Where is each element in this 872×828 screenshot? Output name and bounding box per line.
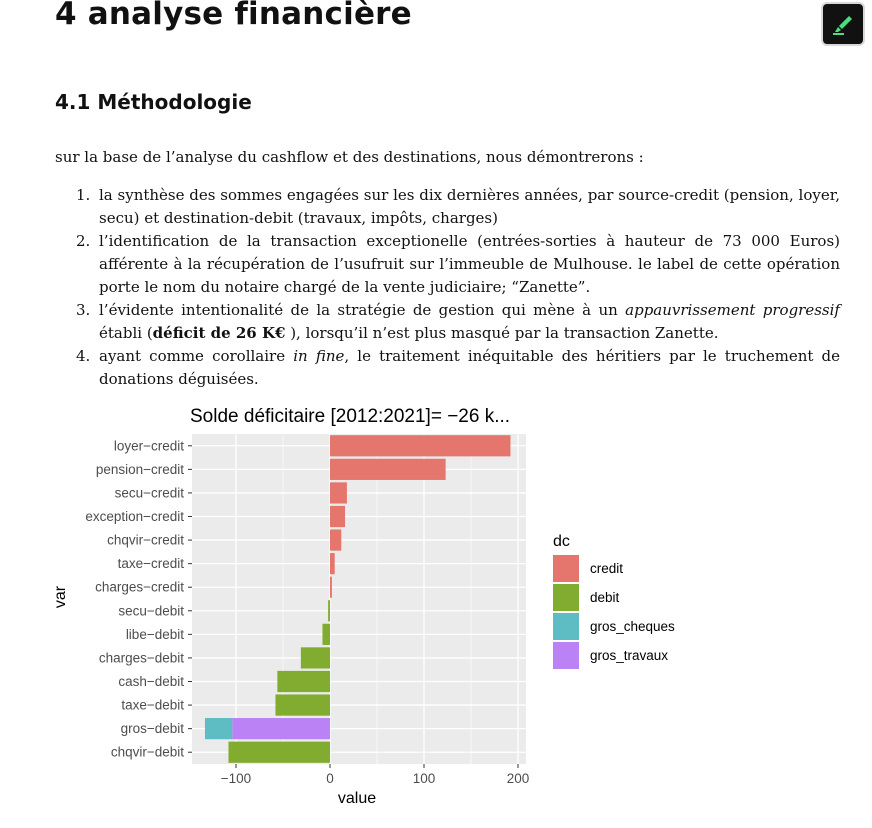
- list-text: l’évidente intentionalité de la stratégie de gestion qui mène à un: [99, 301, 626, 319]
- bar-debit: [328, 600, 330, 621]
- x-axis-title: value: [337, 790, 377, 807]
- deficit-bar-chart: [0, 395, 872, 820]
- x-tick-label: −100: [220, 771, 252, 786]
- subsection-title: 4.1 Méthodologie: [55, 90, 252, 114]
- list-number: 2.: [76, 232, 91, 250]
- legend-title: dc: [553, 533, 570, 550]
- bar-credit: [330, 529, 341, 550]
- bar-credit: [330, 553, 335, 574]
- x-axis: [221, 764, 529, 786]
- highlighter-icon: [830, 11, 856, 37]
- y-tick-label: chqvir−credit: [107, 532, 184, 548]
- list-text: établi (: [99, 324, 153, 342]
- bar-credit: [330, 435, 510, 456]
- y-tick-label: charges−credit: [95, 579, 184, 595]
- bar-debit: [301, 647, 330, 668]
- y-tick-label: libe−debit: [125, 626, 184, 642]
- y-tick-label: taxe−debit: [121, 697, 184, 713]
- y-tick-label: secu−debit: [118, 603, 184, 619]
- list-text: ayant comme corollaire: [99, 347, 294, 365]
- bar-debit: [228, 742, 330, 763]
- y-tick-label: exception−credit: [85, 509, 184, 524]
- list-number: 1.: [76, 186, 91, 204]
- bar-debit: [322, 624, 330, 645]
- bar-debit: [275, 694, 330, 715]
- deficit-highlight: déficit de 26 K€: [152, 324, 286, 342]
- bar-debit: [277, 671, 330, 692]
- y-axis: [85, 438, 192, 759]
- bar-gros_travaux: [232, 718, 330, 739]
- bar-gros_cheques: [205, 718, 232, 739]
- list-text: , le traitement inéquitable des héritiers par le truchement de donations déguisées.: [99, 347, 841, 388]
- legend: [553, 533, 675, 669]
- x-tick-label: 200: [506, 771, 530, 786]
- y-tick-label: charges−debit: [98, 650, 184, 666]
- edit-button[interactable]: [821, 2, 865, 46]
- y-tick-label: chqvir−debit: [110, 744, 184, 760]
- bar-credit: [330, 482, 347, 503]
- plot-panel: [192, 434, 526, 764]
- y-tick-label: gros−debit: [120, 721, 184, 737]
- legend-swatch: [553, 613, 579, 640]
- legend-label: debit: [590, 590, 620, 605]
- list-emphasis: appauvrissement progressif: [625, 301, 840, 319]
- legend-label: gros_travaux: [590, 648, 669, 663]
- section-title: 4 analyse financière: [55, 0, 412, 32]
- y-axis-title: var: [52, 585, 69, 609]
- x-tick-label: 100: [412, 771, 436, 786]
- list-item: [76, 230, 840, 299]
- y-tick-label: pension−credit: [95, 461, 184, 477]
- legend-label: credit: [590, 561, 624, 576]
- list-item: [76, 299, 840, 345]
- list-item: [76, 345, 840, 391]
- y-tick-label: loyer−credit: [113, 438, 184, 454]
- legend-swatch: [553, 642, 579, 669]
- legend-swatch: [553, 584, 579, 611]
- list-text: l’identification de la transaction exceptionelle (entrées-sorties à hauteur de 73 000 Euros) afférente à la récupération de l’usufruit sur l’immeuble de Mulhouse. le label de cette opération porte le nom du notaire chargé de la vente judiciaire; “Zanette”.: [99, 232, 840, 296]
- list-number: 3.: [76, 301, 91, 319]
- list-emphasis: in fine: [293, 347, 345, 365]
- legend-swatch: [553, 555, 579, 582]
- list-number: 4.: [76, 347, 91, 365]
- chart-title: Solde déficitaire [2012:2021]= −26 k...: [190, 406, 511, 427]
- list-text: la synthèse des sommes engagées sur les dix dernières années, par source-credit (pension, loyer, secu) et destination-debit (travaux, impôts, charges): [99, 186, 840, 227]
- legend-label: gros_cheques: [590, 619, 675, 634]
- x-tick-label: 0: [326, 771, 334, 786]
- y-tick-label: secu−credit: [114, 485, 184, 501]
- list-item: [76, 184, 840, 230]
- y-tick-label: taxe−credit: [117, 556, 184, 572]
- y-tick-label: cash−debit: [118, 674, 184, 689]
- bar-credit: [330, 506, 345, 527]
- methodology-list: [76, 184, 840, 391]
- list-text: ), lorsqu’il n’est plus masqué par la transaction Zanette.: [285, 324, 719, 342]
- bar-credit: [330, 577, 332, 598]
- bar-credit: [330, 459, 446, 480]
- intro-paragraph: sur la base de l’analyse du cashflow et des destinations, nous démontrerons :: [55, 148, 644, 166]
